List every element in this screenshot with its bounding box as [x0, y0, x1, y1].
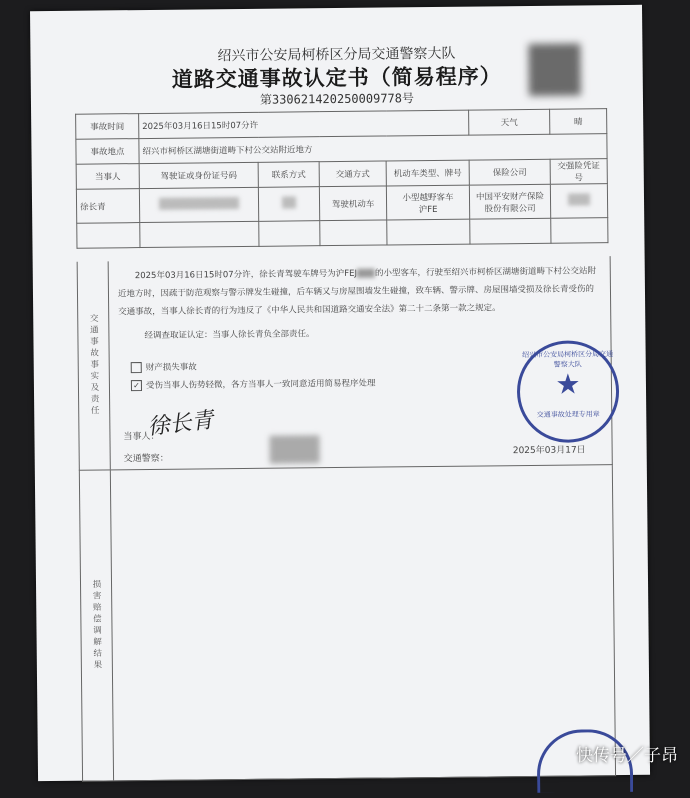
document-title: 道路交通事故认定书（简易程序） [171, 63, 502, 92]
redacted-license [159, 197, 239, 210]
property-damage-label: 财产损失事故 [145, 362, 197, 374]
seal-bottom-text: 交通事故处理专用章 [536, 410, 600, 419]
facts-responsibility-section [77, 256, 613, 471]
officer-label: 交通警察： [123, 453, 169, 465]
redacted-qr-code [528, 43, 581, 96]
mediation-section [79, 465, 616, 782]
col-policy: 交强险凭证号 [550, 159, 607, 185]
place-label: 事故地点 [76, 139, 139, 165]
redacted-policy [568, 193, 590, 205]
issue-date: 2025年03月17日 [512, 445, 586, 457]
property-damage-option [131, 360, 197, 373]
col-insurer: 保险公司 [469, 159, 550, 185]
seal-ring-text: 绍兴市公安局柯桥区分局交通警察大队 [522, 350, 614, 369]
star-icon: ★ [555, 367, 581, 401]
redacted-plate [357, 269, 375, 278]
document-number: 第330621420250009778号 [259, 91, 415, 107]
time-value: 2025年03月16日15时07分许 [139, 110, 469, 138]
party-policy [550, 184, 607, 219]
party-transport: 驾驶机动车 [319, 186, 386, 221]
issuing-agency: 绍兴市公安局柯桥区分局交通警察大队 [217, 45, 456, 65]
vehicle-type: 小型越野客车 [402, 192, 454, 203]
accident-report-paper [30, 5, 650, 781]
empty-row [77, 218, 608, 249]
weather-value: 晴 [550, 109, 607, 135]
accident-info-table [75, 108, 608, 249]
col-license: 驾驶证或身份证号码 [139, 162, 258, 188]
facts-section-label: 交通事故事实及责任 [88, 313, 100, 418]
party-name: 徐长青 [76, 189, 139, 224]
handwritten-signature: 徐长青 [146, 407, 215, 441]
vehicle-plate: 沪FE [418, 204, 438, 215]
redacted-officer-name [269, 435, 319, 464]
narrative-part2: 的小型客车，行驶至绍兴市柯桥区湖塘街道畴下村公交站附近地方时，因疏于防范观察与警示牌发生碰撞，后车辆又与房屋围墙发生碰撞，致车辆、警示牌、房屋围墙受损及徐长青受伤的交通事故，当事人徐长青的行为违反了《中华人民共和国道路交通安全法》第二十二条第一款之规定。 [117, 266, 597, 318]
party-contact [258, 187, 319, 222]
checkbox-icon [131, 362, 142, 373]
col-vehicle: 机动车类型、牌号 [386, 160, 469, 186]
minor-injury-label: 受伤当事人伤势轻微，各方当事人一致同意适用简易程序处理 [145, 378, 376, 392]
checkmark-icon: ✓ [131, 380, 142, 391]
party-insurer: 中国平安财产保险股份有限公司 [469, 184, 550, 219]
col-contact: 联系方式 [258, 162, 319, 188]
redacted-contact [282, 196, 296, 208]
mediation-section-label: 损害赔偿调解结果 [90, 579, 102, 672]
col-transport: 交通方式 [319, 161, 386, 187]
watermark: 快传号／子昂 [576, 746, 678, 766]
responsibility-conclusion: 经调查取证认定：当事人徐长青负全部责任。 [144, 329, 315, 342]
minor-injury-option [131, 377, 376, 392]
party-signature-label: 当事人： [123, 431, 160, 443]
place-value: 绍兴市柯桥区湖塘街道畴下村公交站附近地方 [139, 134, 607, 164]
col-party: 当事人 [76, 164, 139, 190]
time-label: 事故时间 [76, 114, 139, 140]
official-seal [516, 340, 619, 443]
weather-label: 天气 [469, 109, 550, 135]
narrative-part1: 2025年03月16日15时07分许，徐长青驾驶车牌号为沪FEJ [134, 268, 358, 282]
accident-narrative [118, 262, 601, 321]
party-row [76, 184, 607, 224]
party-license [139, 187, 258, 222]
party-vehicle [386, 185, 469, 220]
